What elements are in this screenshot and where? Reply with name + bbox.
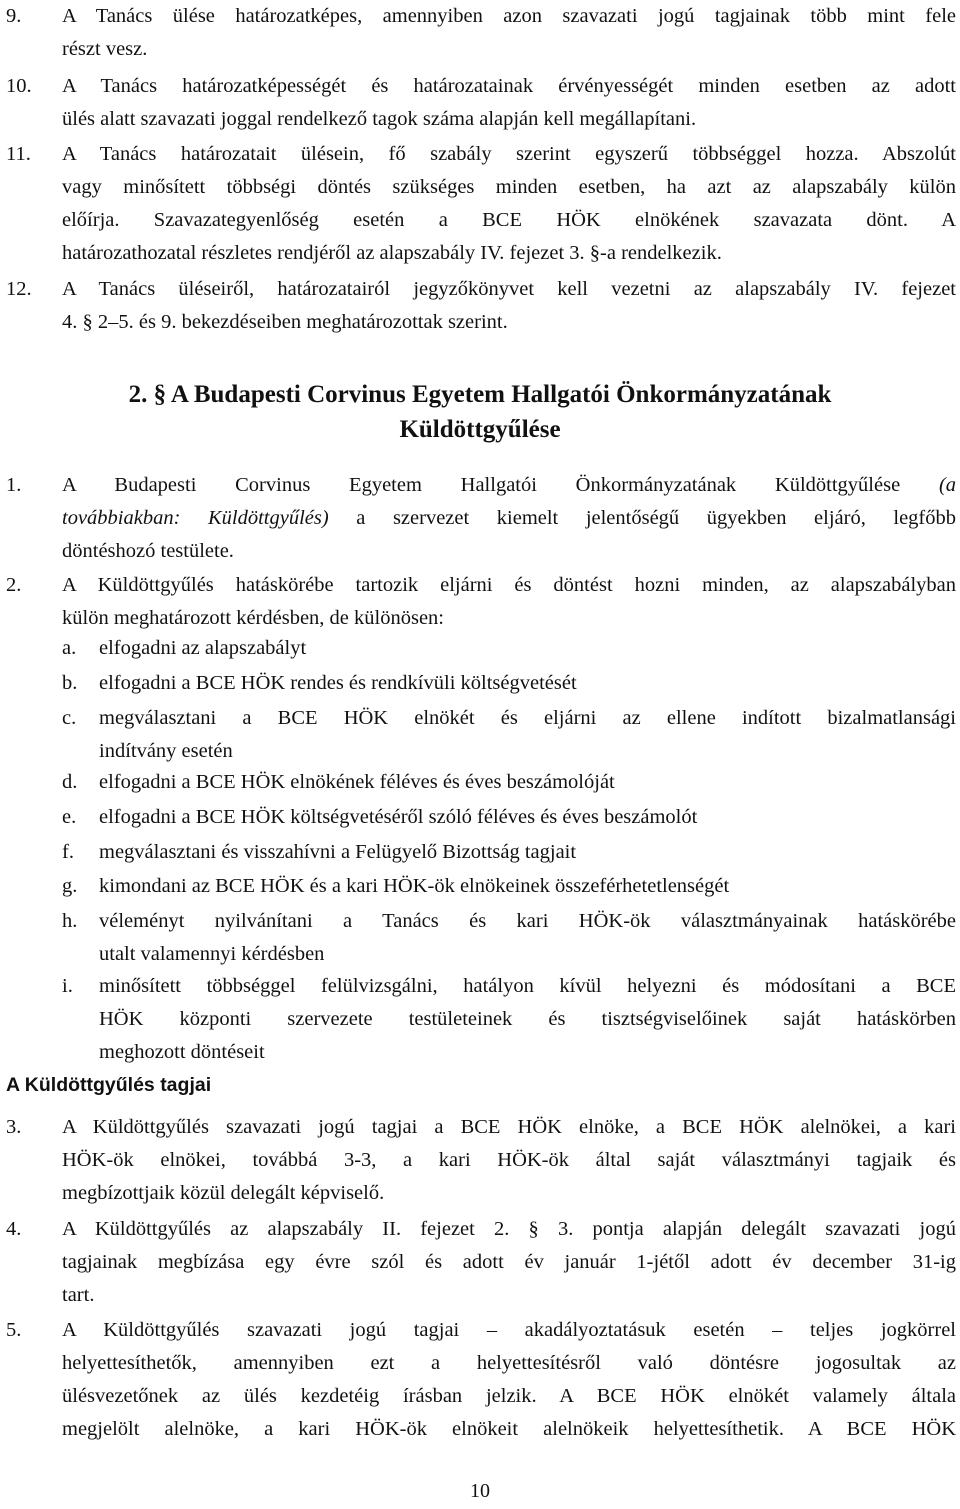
- text-line: [62, 469, 956, 502]
- list-text: [99, 836, 956, 869]
- text-line: tart.: [62, 1284, 95, 1306]
- paragraph-number: 9.: [6, 5, 22, 27]
- paragraph-number: 2.: [6, 574, 22, 596]
- paragraph-body: [62, 1314, 956, 1446]
- text-line: megjelölt alelnöke, a kari HÖK-ök elnökeit alelnökeik helyettesíthetik. A BCE HÖK: [62, 1418, 956, 1440]
- list-text: [99, 970, 956, 1069]
- text-line: [62, 502, 956, 535]
- text-line: döntéshozó testülete.: [62, 540, 234, 562]
- list-letter: e.: [62, 806, 77, 828]
- text-line: elfogadni a BCE HÖK elnökének féléves és éves beszámolóját: [99, 771, 615, 793]
- text-line: helyettesíthetők, amennyiben ezt a helyettesítésről való döntésre jogosultak az: [62, 1352, 956, 1374]
- paragraph-number: 12.: [6, 278, 32, 300]
- list-text: [99, 801, 956, 834]
- list-letter: d.: [62, 771, 78, 793]
- text-run: A Budapesti Corvinus Egyetem Hallgatói Önkormányzatának Küldöttgyűlése: [62, 474, 901, 496]
- text-line: vagy minősített többségi döntés szükséges minden esetben, ha azt az alapszabály külön: [62, 176, 956, 198]
- text-line: kimondani az BCE HÖK és a kari HÖK-ök elnökeinek összeférhetetlenségét: [99, 875, 730, 897]
- text-line: A Tanács határozatképességét és határozatainak érvényességét minden esetben az adott: [62, 75, 956, 97]
- text-line: elfogadni a BCE HÖK rendes és rendkívüli költségvetését: [99, 672, 577, 694]
- text-line: meghozott döntéseit: [99, 1041, 265, 1063]
- list-letter: h.: [62, 910, 78, 932]
- text-line: HÖK központi szervezete testületeinek és tisztségviselőinek saját hatáskörben: [99, 1008, 956, 1030]
- paragraph-number: 11.: [6, 143, 31, 165]
- subsection-heading: A Küldöttgyűlés tagjai: [6, 1074, 212, 1096]
- list-letter: g.: [62, 875, 78, 897]
- paragraph-number: 3.: [6, 1116, 22, 1138]
- text-line: előírja. Szavazategyenlőség esetén a BCE HÖK elnökének szavazata dönt. A: [62, 209, 956, 231]
- section-title: 2. § A Budapesti Corvinus Egyetem Hallgatói Önkormányzatának: [128, 381, 832, 408]
- list-text: [99, 870, 956, 903]
- text-line: határozathozatal részletes rendjéről az alapszabály IV. fejezet 3. §-a rendelkezik.: [62, 242, 722, 264]
- text-line: A Küldöttgyűlés az alapszabály II. fejezet 2. § 3. pontja alapján delegált szavazati jogú: [62, 1218, 956, 1240]
- text-line: külön meghatározott kérdésben, de különösen:: [62, 607, 444, 629]
- section-title-line2: Küldöttgyűlése: [399, 416, 561, 443]
- paragraph-body: [62, 273, 956, 339]
- list-letter: b.: [62, 672, 78, 694]
- paragraph-number: 1.: [6, 474, 22, 496]
- text-line: megválasztani a BCE HÖK elnökét és eljárni az ellene indított bizalmatlansági: [99, 707, 956, 729]
- text-line: HÖK-ök elnökei, továbbá 3-3, a kari HÖK-ök által saját választmányi tagjaik és: [62, 1149, 956, 1171]
- text-run: a szervezet kiemelt jelentőségű ügyekben eljáró, legfőbb: [356, 507, 957, 529]
- text-line: A Küldöttgyűlés szavazati jogú tagjai a BCE HÖK elnöke, a BCE HÖK alelnökei, a kari: [62, 1116, 956, 1138]
- list-text: [99, 667, 956, 700]
- paragraph-body: [62, 1213, 956, 1312]
- text-line: megbízottjaik közül delegált képviselő.: [62, 1182, 385, 1204]
- list-letter: i.: [62, 975, 73, 997]
- text-line: elfogadni a BCE HÖK költségvetéséről szóló féléves és éves beszámolót: [99, 806, 698, 828]
- paragraph-body: [62, 138, 956, 270]
- paragraph-number: 10.: [6, 75, 32, 97]
- list-text: [99, 766, 956, 799]
- text-line: véleményt nyilvánítani a Tanács és kari HÖK-ök választmányainak hatáskörébe: [99, 910, 956, 932]
- text-line: indítvány esetén: [99, 740, 233, 762]
- text-line: A Küldöttgyűlés szavazati jogú tagjai – akadályoztatásuk esetén – teljes jogkörrel: [62, 1319, 956, 1341]
- paragraph-body: [62, 469, 956, 568]
- text-line: A Tanács ülése határozatképes, amennyiben azon szavazati jogú tagjainak több mint fele: [62, 5, 956, 27]
- text-line: ülésvezetőnek az ülés kezdetéig írásban jelzik. A BCE HÖK elnökét valamely általa: [62, 1385, 956, 1407]
- paragraph-body: [62, 0, 956, 66]
- text-line: tagjainak megbízása egy évre szól és adott év január 1-jétől adott év december 31-ig: [62, 1251, 956, 1273]
- text-line: ülés alatt szavazati joggal rendelkező tagok száma alapján kell megállapítani.: [62, 108, 697, 130]
- paragraph-body: [62, 1111, 956, 1210]
- text-line: A Küldöttgyűlés hatáskörébe tartozik eljárni és döntést hozni minden, az alapszabályban: [62, 574, 956, 596]
- page-number: 10: [470, 1480, 490, 1502]
- list-letter: c.: [62, 707, 77, 729]
- text-line: megválasztani és visszahívni a Felügyelő Bizottság tagjait: [99, 841, 577, 863]
- paragraph-number: 5.: [6, 1319, 22, 1341]
- list-letter: a.: [62, 637, 77, 659]
- text-line: A Tanács határozatait ülésein, fő szabály szerint egyszerű többséggel hozza. Abszolút: [62, 143, 956, 165]
- list-text: [99, 702, 956, 768]
- paragraph-body: [62, 70, 956, 136]
- text-run-italic: továbbiakban: Küldöttgyűlés): [62, 507, 329, 529]
- text-line: 4. § 2–5. és 9. bekezdéseiben meghatározottak szerint.: [62, 311, 508, 333]
- list-text: [99, 632, 956, 665]
- text-run-italic: (a: [938, 474, 957, 496]
- text-line: A Tanács üléseiről, határozatairól jegyzőkönyvet kell vezetni az alapszabály IV. fejezet: [62, 278, 956, 300]
- text-line: minősített többséggel felülvizsgálni, hatályon kívül helyezni és módosítani a BCE: [99, 975, 956, 997]
- list-letter: f.: [62, 841, 74, 863]
- text-line: részt vesz.: [62, 38, 148, 60]
- text-line: utalt valamennyi kérdésben: [99, 943, 325, 965]
- paragraph-body: [62, 569, 956, 635]
- list-text: [99, 905, 956, 971]
- paragraph-number: 4.: [6, 1218, 22, 1240]
- text-line: elfogadni az alapszabályt: [99, 637, 307, 659]
